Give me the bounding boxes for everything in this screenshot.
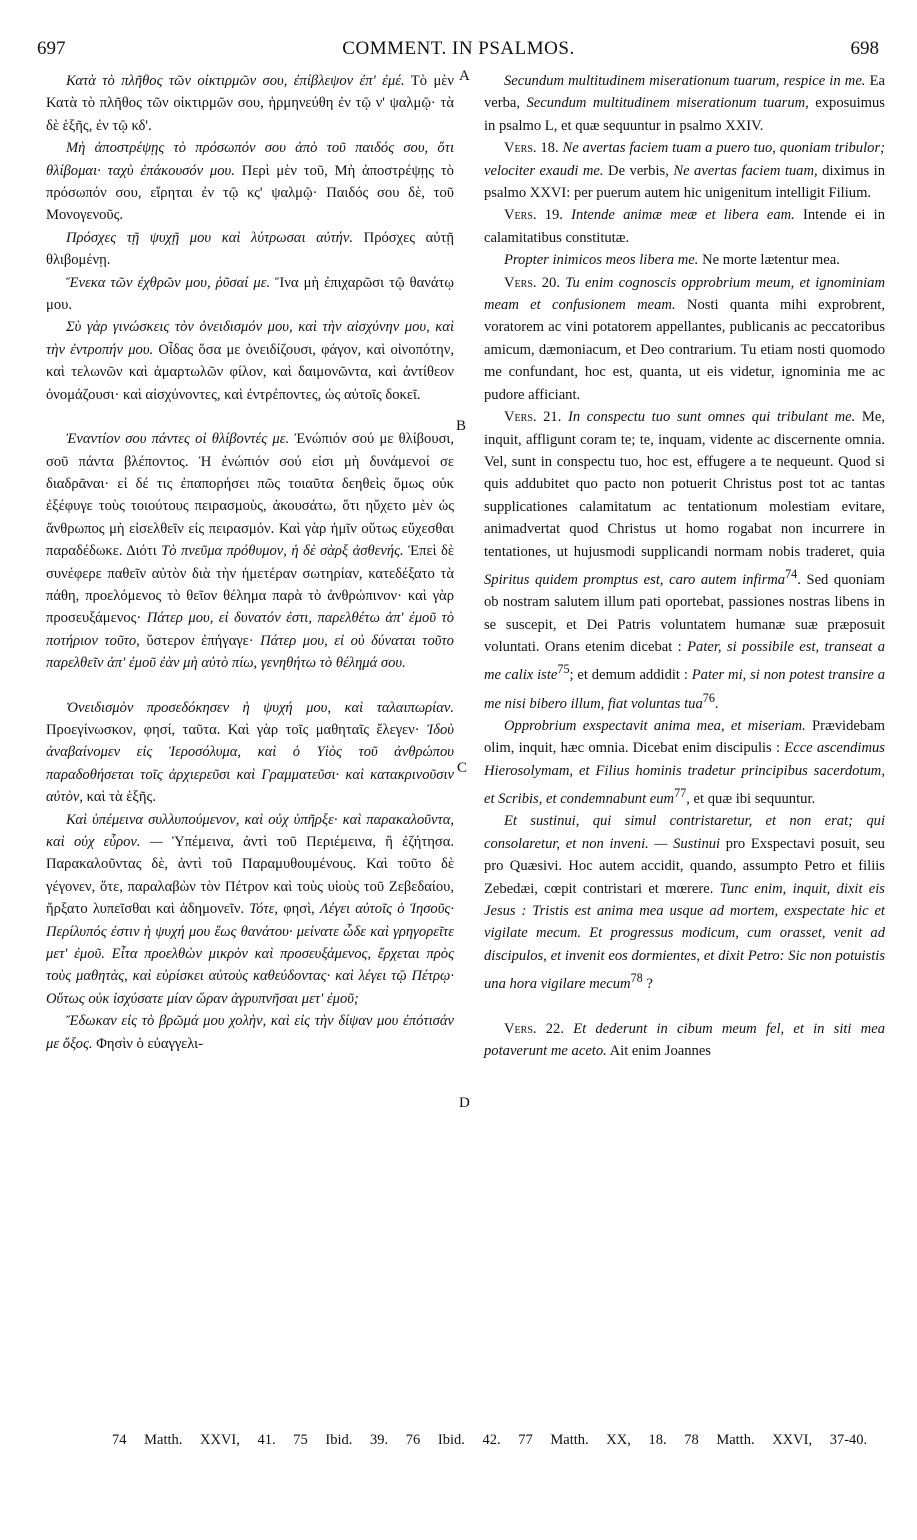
- commentary: .: [714, 695, 719, 712]
- commentary: , et quæ ibi sequuntur.: [686, 791, 816, 808]
- greek-paragraph: [46, 697, 454, 809]
- lemma: Σὺ γὰρ γινώσκεις τὸν ὀνειδισμόν μου, καὶ τὴν αἰσχύνην μου, καὶ τὴν ἐντροπήν μου.: [46, 319, 454, 358]
- lemma: Secundum multitudinem miserationum tuarum, respice in me.: [504, 73, 866, 89]
- lemma: Ὀνειδισμὸν προσεδόκησεν ἡ ψυχή μου, καὶ ταλαιπωρίαν.: [66, 699, 454, 716]
- footnote: 74 Matth. XXVI, 41.: [112, 1432, 276, 1448]
- commentary: Οἶδας ὅσα με ὀνειδίζουσι, φάγον, καὶ οἰνοπότην, καὶ τελωνῶν καὶ ἁμαρτωλῶν φίλον, καὶ δαιμονῶντα, καὶ ἀντίθεον ὀνομάζουσι· καὶ αἰσχύνοντες, καὶ ἐντρέποντες, ὡς αὐτοῖς δοκεῖ.: [46, 341, 454, 403]
- greek-paragraph: [46, 272, 454, 317]
- latin-column: [484, 70, 885, 1062]
- commentary: diximus in psalmo XXVI: per puerum autem hic unigenitum intelligit Filium.: [484, 162, 886, 202]
- commentary: pro Exspectavi posuit, seu pro Quæsivi. Hoc autem accidit, quando, assumpto Petro et filiis Zebedæi, cœpit contristari et mœrere.: [484, 835, 885, 897]
- latin-paragraph: [484, 1018, 885, 1063]
- commentary: Φησὶν ὁ εὐαγγελι-: [96, 1035, 203, 1052]
- page-number-right: 698: [850, 38, 879, 59]
- greek-paragraph: [46, 1010, 454, 1055]
- scripture-quote: Τότε,: [249, 901, 279, 918]
- verse-label: Vers. 18.: [504, 140, 559, 157]
- latin-paragraph: [484, 715, 885, 810]
- commentary: καὶ τὰ ἑξῆς.: [86, 789, 156, 806]
- footnotes: [112, 1432, 872, 1449]
- scripture-quote: Secundum multitudinem miserationum tuarum,: [526, 95, 809, 112]
- lemma: Ἕνεκα τῶν ἐχθρῶν μου, ῥῦσαί με.: [66, 274, 271, 291]
- lemma: Ἔδωκαν εἰς τὸ βρῶμά μου χολὴν, καὶ εἰς τὴν δίψαν μου ἐπότισάν με ὄξος.: [46, 1013, 454, 1052]
- footnote-ref: 78: [630, 971, 643, 986]
- margin-letter-c: C: [457, 760, 468, 776]
- greek-paragraph: [46, 809, 454, 1011]
- footnote-ref: 74: [785, 566, 798, 581]
- scripture-quote: Τὸ πνεῦμα πρόθυμον, ἡ δὲ σὰρξ ἀσθενής.: [161, 543, 404, 560]
- lemma: Ne avertas faciem tuam a puero tuo, quoniam tribulor; velociter exaudi me.: [484, 140, 885, 179]
- footnote-ref: 77: [674, 786, 687, 801]
- margin-letter-d: D: [459, 1095, 470, 1111]
- scripture-quote: Sustinui: [673, 835, 721, 852]
- footnote-ref: 76: [702, 690, 715, 705]
- scripture-quote: Tunc enim, inquit, dixit eis Jesus : Tristis est anima mea usque ad mortem, exspectate hic et vigilate mecum. Et progressus modicum, cum orasset, venit ad discipulos, et invenit eos dormientes, et dixit Petro: Sic non potuistis una hora vigilare mecum: [484, 880, 885, 993]
- commentary: Nosti quanta mihi exprobrent, voratorem ac vini potatorem appellantes, publicanis ac peccatoribus amicum, dæmoniacum, et Deo contrarium. Tu etiam nosti quomodo me confundant, hoc est, quanta, ut eis videtur, ignominia me ac pudore afficiant.: [484, 297, 885, 403]
- greek-paragraph: [46, 70, 454, 137]
- footnote: 77 Matth. XX, 18.: [518, 1432, 667, 1448]
- commentary: Me, inquit, affligunt coram te; te, inquam, vidente ac discernente omnia. Vel, sunt in conspectu tuo, hoc est, effugere a te nequeunt. Quod si quis addubitet quo pacto non potuerit Christus post tot ac tantas supplicationes calamitatum ac tentationum molestiam evitare, animadvertat quod Christus ut homo rogabat non incurrere in tentationes, ut hujusmodi supplicandi normam nobis traderet, quia: [484, 409, 885, 560]
- commentary: Ὑπέμεινα, ἀντὶ τοῦ Περιέμεινα, ἢ ἐζήτησα. Παρακαλοῦντας δὲ, ἀντὶ τοῦ Παραμυθουμένους. Καὶ τοῦτο δὲ γέγονεν, ὅτε, παραλαβὼν τὸν Πέτρον καὶ τοὺς υἱοὺς τοῦ Ζεβεδαίου, ἤρξατο λυπεῖσθαι καὶ ἀδημονεῖν.: [46, 834, 454, 918]
- verse-label: Vers. 21.: [504, 409, 562, 426]
- commentary: ?: [646, 976, 653, 993]
- commentary: exposuimus in psalmo L, et quæ sequuntur in psalmo XXIV.: [484, 95, 885, 134]
- greek-paragraph: [46, 137, 454, 227]
- margin-letter-b: B: [456, 418, 467, 434]
- lemma: Κατὰ τὸ πλῆθος τῶν οἰκτιρμῶν σου, ἐπίβλεψον ἐπ' ἐμέ.: [66, 73, 405, 89]
- lemma: Opprobrium exspectavit anima mea, et miseriam.: [504, 717, 806, 734]
- commentary: Ἵνα μὴ ἐπιχαρῶσι τῷ θανάτῳ μου.: [46, 274, 454, 314]
- scripture-quote: Pater mi, si non potest transire a me nisi bibero illum, fiat voluntas tua: [484, 667, 885, 712]
- commentary: Ne morte lætentur mea.: [702, 252, 840, 269]
- scripture-quote: Spiritus quidem promptus est, caro autem infirma: [484, 571, 786, 588]
- lemma: Propter inimicos meos libera me.: [504, 252, 699, 269]
- greek-column: [46, 70, 454, 1055]
- greek-paragraph: [46, 227, 454, 272]
- commentary: Prævidebam olim, inquit, hæc omnia. Dicebat enim discipulis :: [484, 717, 885, 757]
- latin-paragraph: [484, 406, 885, 715]
- page-header: [0, 38, 917, 68]
- latin-paragraph: [484, 204, 885, 249]
- lemma: In conspectu tuo sunt omnes qui tribulant me.: [567, 409, 856, 426]
- lemma: Ἐναντίον σου πάντες οἱ θλίβοντές με.: [66, 431, 290, 448]
- running-title: COMMENT. IN PSALMOS.: [342, 38, 575, 59]
- commentary: Ait enim Joannes: [609, 1042, 711, 1059]
- commentary: φησὶ,: [283, 901, 315, 918]
- footnote-ref: 75: [557, 662, 570, 677]
- commentary: Τὸ μὲν Κατὰ τὸ πλῆθος τῶν οἰκτιρμῶν σου, ἡρμηνεύθη ἐν τῷ ν' ψαλμῷ· τὰ δὲ ἑξῆς, ἐν τῷ κδ'.: [46, 73, 454, 134]
- latin-paragraph: [484, 70, 885, 137]
- lemma: Tu enim cognoscis opprobrium meum, et ignominiam meam et confusionem meam.: [484, 274, 886, 314]
- greek-paragraph: [46, 316, 454, 406]
- lemma: Πρόσχες τῇ ψυχῇ μου καὶ λύτρωσαι αὐτήν.: [66, 229, 354, 246]
- lemma: Et sustinui, qui simul contristaretur, et non erat; qui consolaretur, et non inveni. —: [484, 813, 885, 852]
- scripture-quote: Pater, si possibile est, transeat a me calix iste: [484, 639, 886, 684]
- commentary: Intende ei in calamitatibus constitutæ.: [484, 207, 885, 246]
- footnote: 76 Ibid. 42.: [405, 1432, 501, 1448]
- commentary: Ἐνώπιόν σού με θλίβουσι, σοῦ πάντα βλέποντος. Ἡ ἐνώπιόν σού εἰσι μὴ δυνάμενοί σε διαδρᾶναι· εἰ δέ τις ἐπαπορήσει πῶς τοιαῦτα δεηθεὶς ὅμως οὐκ ἐξέφυγε τοὺς τοιούτους πειρασμοὺς, ἀκουσάτω, ὅτι ηὔχετο μὲν ὡς ἄνθρωπος μὴ εἰσελθεῖν εἰς πειρασμόν. Καὶ γὰρ ἡμῖν οὕτως εὔχεσθαι παραδέδωκε. Διότι: [46, 431, 455, 560]
- lemma: Μὴ ἀποστρέψῃς τὸ πρόσωπόν σου ἀπὸ τοῦ παιδός σου, ὅτι θλίβομαι· ταχὺ ἐπάκουσόν μου.: [46, 140, 454, 179]
- commentary: Ea verba,: [484, 73, 885, 112]
- commentary: Προεγίνωσκον, φησί, ταῦτα. Καὶ γὰρ τοῖς μαθηταῖς ἔλεγεν·: [46, 721, 420, 738]
- latin-paragraph: [484, 137, 885, 204]
- scripture-quote: Λέγει αὐτοῖς ὁ Ἰησοῦς· Περίλυπός ἐστιν ἡ ψυχή μου ἕως θανάτου· μείνατε ὧδε καὶ γρηγορεῖτε μετ' ἐμοῦ. Εἶτα προελθὼν μικρὸν καὶ προσευξάμενος, ἔρχεται πρὸς τοὺς μαθητὰς, καὶ εὑρίσκει αὐτοὺς καθεύδοντας· καὶ λέγει τῷ Πέτρῳ· Οὕτως οὐκ ἰσχύσατε μίαν ὥραν ἀγρυπνῆσαι μετ' ἐμοῦ;: [46, 901, 454, 1007]
- commentary: . Sed quoniam ob nostram salutem illum pati oportebat, passiones nostras libens in se suscepit, et Dei Patris voluntatem humanæ suæ præposuit voluntati. Orans etenim dicebat :: [484, 571, 885, 656]
- commentary: Πρόσχες αὐτῇ θλιβομένῃ.: [46, 229, 455, 269]
- page-number-left: 697: [37, 38, 66, 59]
- latin-paragraph: [484, 810, 885, 995]
- scripture-quote: Ne avertas faciem tuam,: [673, 162, 818, 179]
- margin-letter-a: A: [459, 68, 470, 84]
- verse-label: Vers. 22.: [504, 1020, 564, 1037]
- lemma: Καὶ ὑπέμεινα συλλυπούμενον, καὶ οὐχ ὑπῆρξε· καὶ παρακαλοῦντα, καὶ οὐχ εὗρον. —: [46, 811, 454, 850]
- verse-label: Vers. 20.: [504, 274, 560, 291]
- commentary: Ἐπεὶ δὲ συνέφερε παθεῖν αὐτὸν διὰ τὴν ἡμετέραν σωτηρίαν, κατεδέξατο τὰ πάθη, προελόμενος τὸ θεῖον θέλημα παρὰ τὸ ἀνθρώπινον· καὶ γὰρ προσευξάμενος·: [46, 543, 454, 627]
- scripture-quote: Πάτερ μου, εἰ οὐ δύναται τοῦτο παρελθεῖν ἀπ' ἐμοῦ ἐὰν μὴ αὐτὸ πίω, γενηθήτω τὸ θέλημά σου.: [46, 632, 454, 672]
- footnote: 78 Matth. XXVI, 37-40.: [684, 1432, 868, 1448]
- scripture-quote: Πάτερ μου, εἰ δυνατόν ἐστι, παρελθέτω ἀπ' ἐμοῦ τὸ ποτήριον τοῦτο,: [46, 610, 455, 649]
- commentary: Περὶ μὲν τοῦ, Μὴ ἀποστρέψῃς τὸ πρόσωπόν σου, εἴρηται ἐν τῷ κς' ψαλμῷ· Παιδός σου δὲ, τοῦ Μονογενοῦς.: [46, 162, 454, 224]
- footnote: 75 Ibid. 39.: [293, 1432, 389, 1448]
- latin-paragraph: [484, 272, 885, 406]
- lemma: Intende animæ meæ et libera eam.: [571, 207, 795, 224]
- commentary: ; et demum addidit :: [569, 667, 688, 684]
- latin-paragraph: [484, 249, 885, 271]
- scripture-quote: Ἰδοὺ ἀναβαίνομεν εἰς Ἱεροσόλυμα, καὶ ὁ Υἱὸς τοῦ ἀνθρώπου παραδοθήσεται τοῖς ἀρχιερεῦσι καὶ Γραμματεῦσι· καὶ κατακρινοῦσιν αὐτὸν,: [46, 721, 454, 806]
- verse-label: Vers. 19.: [504, 207, 563, 224]
- scripture-quote: Ecce ascendimus Hierosolymam, et Filius hominis tradetur principibus sacerdotum, et Scribis, et condemnabunt eum: [484, 740, 885, 808]
- commentary: De verbis,: [608, 162, 669, 179]
- lemma: Et dederunt in cibum meum fel, et in siti mea potaverunt me aceto.: [484, 1020, 885, 1059]
- commentary: ὕστερον ἐπήγαγε·: [146, 632, 254, 649]
- greek-paragraph: [46, 428, 454, 674]
